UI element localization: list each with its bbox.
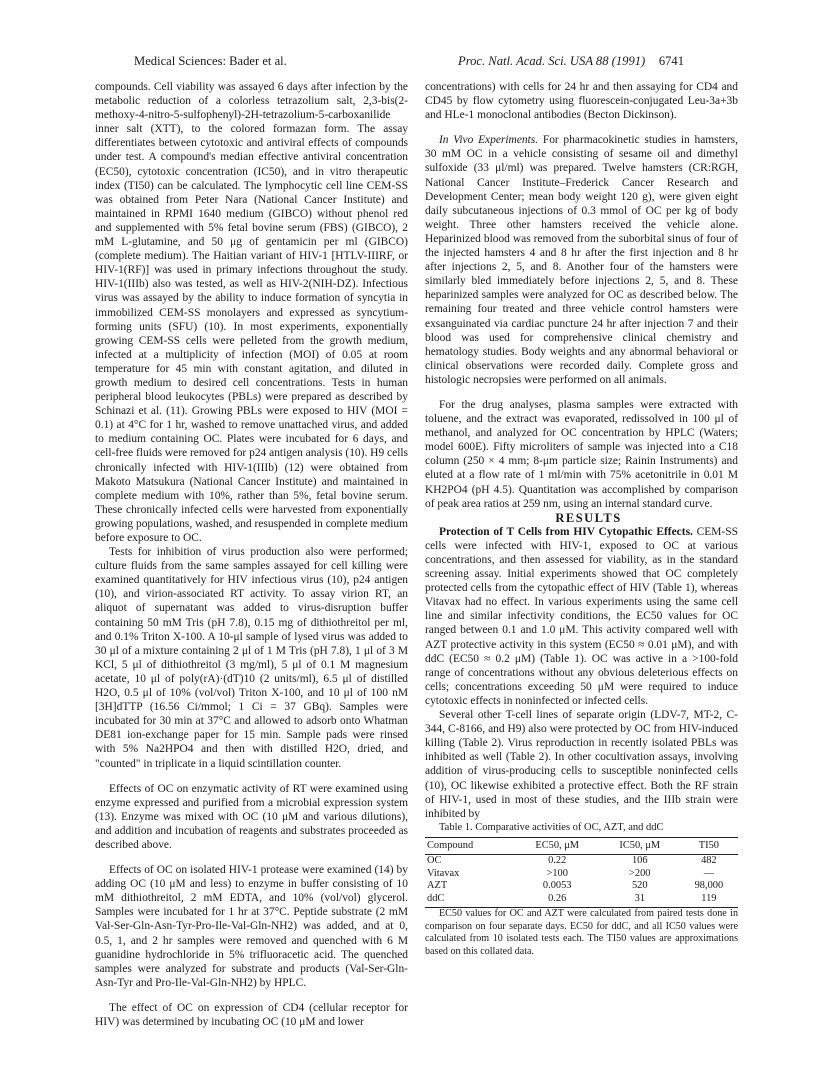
journal-header xyxy=(458,54,684,69)
right-column xyxy=(425,80,738,958)
table-header-cell: IC50, μM xyxy=(600,837,680,854)
protection-text: CEM-SS cells were infected with HIV-1, exposed to OC at various concentrations, and then assessed for viability, as in the standard screening assay. Initial experiments showed that OC completely protected cells from the cytopathic effect of HIV (Table 1), whereas Vitavax had no effect. In various experiments using the same cell line and similar infectivity conditions, the EC50 values for OC ranged between 0.1 and 1.0 μM. This activity compared well with AZT protective activity in this system (EC50 ≈ 0.01 μM), and with ddC (EC50 ≈ 0.2 μM) (Table 1). OC was active in a >100-fold range of concentrations without any obvious deleterious effects on cells; concentrations exceeding 50 μM were required to induce cytotoxic effects in noninfected or infected cells. xyxy=(425,525,738,707)
protection-heading: Protection of T Cells from HIV Cytopathic Effects. xyxy=(439,525,693,538)
table-cell: AZT xyxy=(427,880,448,892)
table-header-cell: Compound xyxy=(425,837,515,854)
in-vivo-paragraph xyxy=(425,133,738,387)
table-cell: 0.26 xyxy=(515,893,600,908)
table-header-cell: TI50 xyxy=(680,837,738,854)
table-cell: 119 xyxy=(680,893,738,908)
comparative-activities-table xyxy=(425,837,738,908)
table-cell: 0.22 xyxy=(548,855,567,867)
drug-analysis-paragraph: For the drug analyses, plasma samples were extracted with toluene, and the extract was evaporated, redissolved in 100 μl of methanol, and analyzed for OC concentration by HPLC (Waters; model 600E). Fifty microliters of sample was injected into a C18 column (250 × 4 mm; 8-μm particle size; Rainin Instruments) and eluted at a flow rate of 1 ml/min with 75% acetonitrile in 0.01 M KH2PO4 (pH 4.5). Quantitation was accomplished by comparison of peak area ratios at 259 nm, using an internal standard curve. xyxy=(425,398,738,510)
table-cell: — xyxy=(703,867,715,879)
table-header-row xyxy=(425,837,738,854)
in-vivo-text: For pharmacokinetic studies in hamsters, 30 mM OC in a vehicle consisting of sesame oil and dimethyl sulfoxide (33 μl/ml) was prepared. Twelve hamsters (CR:RGH, National Cancer Institute–Frederick Cancer Research and Development Center; mean body weight 120 g), were given eight daily subcutaneous injections of 0.3 mmol of OC per kg of body weight. Three other hamsters received the vehicle alone. Heparinized blood was removed from the suborbital sinus of four of the injected hamsters 4 and 8 hr after the first injection and 8 hr after injections 2, 5, and 8. Another four of the hamsters were similarly bled immediately before injections 2, 5, and 8. These heparinized samples were analyzed for OC as described below. The remaining four treated and three vehicle control hamsters were exsanguinated via cardiac puncture 24 hr after injection 7 and their blood was used for comprehensive clinical chemistry and hematology studies. Body weights and any abnormal behavioral or clinical observations were recorded daily. Complete gross and histologic necropsies were performed on all animals. xyxy=(425,134,738,386)
methods-paragraph-4: Effects of OC on isolated HIV-1 protease were examined (14) by adding OC (10 μM and less) to enzyme in buffer consisting of 10 mM dithiothreitol, 2 mM EDTA, and 10% (vol/vol) glycerol. Samples were incubated for 1 hr at 37°C. Peptide substrate (2 mM Val-Ser-Gln-Asn-Tyr-Pro-Ile-Val-Gln-NH2) was added, and at 0, 0.5, 1, and 2 hr samples were removed and quenched with 6 M guanidine hydrochloride in 5% trifluoracetic acid. The quenched samples were analyzed for substrate and products (Val-Ser-Gln-Asn-Tyr and Pro-Ile-Val-Gln-NH2) by HPLC. xyxy=(95,864,408,989)
table-cell: Vitavax xyxy=(427,867,460,879)
journal-citation: Proc. Natl. Acad. Sci. USA 88 (1991) xyxy=(458,54,646,68)
table-row xyxy=(425,855,738,868)
table-cell: 520 xyxy=(631,880,648,892)
page-number: 6741 xyxy=(658,54,684,68)
methods-paragraph-2: Tests for inhibition of virus production also were performed; culture fluids from the same samples assayed for cell killing were examined quantitatively for HIV infectious virus (10), p24 antigen (10), and virion-associated RT activity. To assay virion RT, an aliquot of supernatant was added to virus-disruption buffer containing 50 mM Tris (pH 7.8), 0.15 mg of dithiothreitol per ml, and 0.1% Triton X-100. A 10-μl sample of lysed virus was added to 30 μl of a mixture containing 2 μl of 1 M Tris (pH 7.8), 1 μl of 3 M KCl, 5 μl of dithiothreitol (3 mg/ml), 5 μl of 0.1 M magnesium acetate, 10 μl of poly(rA)·(dT)10 (2 units/ml), 6.5 μl of distilled H2O, 0.5 μl of 10% (vol/vol) Triton X-100, and 10 μl of 100 nM [3H]dTTP (16.56 Ci/mmol; 1 Ci = 37 GBq). Samples were incubated for 30 min at 37°C and allowed to adsorb onto Whatman DE81 ion-exchange paper for 15 min. Sample pads were rinsed with 5% Na2HPO4 and then with distilled H2O, dried, and "counted" in triplicate in a liquid scintillation counter. xyxy=(95,546,408,770)
table-cell: 106 xyxy=(631,855,648,867)
table-caption: Table 1. Comparative activities of OC, AZT, and ddC xyxy=(439,821,664,833)
running-head: Medical Sciences: Bader et al. xyxy=(134,54,287,68)
table-header-cell: EC50, μM xyxy=(515,837,600,854)
table-row xyxy=(425,880,738,892)
protection-paragraph xyxy=(425,525,738,708)
methods-paragraph-1: compounds. Cell viability was assayed 6 days after infection by the metabolic reduction of a colorless tetrazolium salt, 2,3-bis(2-methoxy-4-nitro-5-sulfophenyl)-2H-tetrazolium-5-carboxanilide inner salt (XTT), to the colored formazan form. The assay differentiates between cytotoxic and antiviral effects of compounds under test. A compound's median effective antiviral concentration (EC50), cytotoxic concentration (IC50), and in vitro therapeutic index (TI50) can be calculated. The lymphocytic cell line CEM-SS was obtained from Peter Nara (National Cancer Institute) and maintained in RPMI 1640 medium (GIBCO) without phenol red and supplemented with 5% fetal bovine serum (FBS) (GIBCO), 2 mM L-glutamine, and 50 μg of gentamicin per ml (GIBCO) (complete medium). The Haitian variant of HIV-1 [HTLV-IIIRF, or HIV-1(RF)] was used in primary infections throughout the study. HIV-1(IIIb) also was tested, as well as HIV-2(NIH-DZ). Infectious virus was assayed by the ability to induce formation of syncytia in immobilized CEM-SS monolayers and expressed as syncytium-forming units (SFU) (10). In most experiments, exponentially growing CEM-SS cells were pelleted from the growth medium, infected at a multiplicity of infection (MOI) of 0.05 at room temperature for 45 min with constant agitation, and diluted in growth medium to desired cell concentrations. Tests in human peripheral blood leukocytes (PBLs) were prepared as described by Schinazi et al. (11). Growing PBLs were exposed to HIV (MOI = 0.1) at 4°C for 1 hr, washed to remove unattached virus, and added to medium containing OC. Plates were incubated for 6 days, and cell-free fluids were removed for p24 antigen analysis (10). H9 cells chronically infected with HIV-1(IIIb) (12) were obtained from Makoto Matsukura (National Cancer Institute) and maintained in complete medium with 10%, rather than 5%, fetal bovine serum. These chronically infected cells were harvested from exponentially growing populations, washed, and resuspended in complete medium before exposure to OC. xyxy=(95,81,408,544)
table-row xyxy=(425,868,738,880)
results-heading: RESULTS xyxy=(555,510,622,525)
table-footnote: EC50 values for OC and AZT were calculated from paired tests done in comparison on four separate days. EC50 for ddC, and all IC50 values were calculated from 10 isolated tests each. The TI50 values are approximations based on this collated data. xyxy=(425,907,738,957)
methods-paragraph-6: concentrations) with cells for 24 hr and then assaying for CD4 and CD45 by flow cytometry using fluorescein-conjugated Leu-3a+3b and HLe-1 monoclonal antibodies (Becton Dickinson). xyxy=(425,81,738,122)
table-cell: OC xyxy=(427,855,442,867)
table-cell: >200 xyxy=(629,867,651,879)
table-cell: 98,000 xyxy=(694,880,724,892)
table-row xyxy=(425,893,738,908)
table-cell: ddC xyxy=(425,893,515,908)
methods-paragraph-5: The effect of OC on expression of CD4 (cellular receptor for HIV) was determined by incubating OC (10 μM and lower xyxy=(95,1001,408,1028)
table-cell: >100 xyxy=(546,867,568,879)
table-cell: 482 xyxy=(701,855,717,867)
t-cell-lines-paragraph: Several other T-cell lines of separate origin (LDV-7, MT-2, C-344, C-8166, and H9) also were protected by OC from HIV-induced killing (Table 2). Virus reproduction in recently isolated PBLs was inhibited as well (Table 2). In other cocultivation assays, involving addition of virus-producing cells to susceptible noninfected cells (10), OC likewise exhibited a protective effect. Both the RF strain of HIV-1, used in most of these studies, and the IIIb strain were inhibited by xyxy=(425,709,738,820)
table-cell: 0.0053 xyxy=(542,880,572,892)
in-vivo-heading: In Vivo Experiments. xyxy=(439,134,539,147)
left-column xyxy=(95,80,408,1029)
methods-paragraph-3: Effects of OC on enzymatic activity of RT were examined using enzyme expressed and purified from a microbial expression system (13). Enzyme was mixed with OC (10 μM and various dilutions), and addition and incubation of reagents and substrates proceeded as described above. xyxy=(95,782,408,851)
table-cell: 31 xyxy=(600,893,680,908)
